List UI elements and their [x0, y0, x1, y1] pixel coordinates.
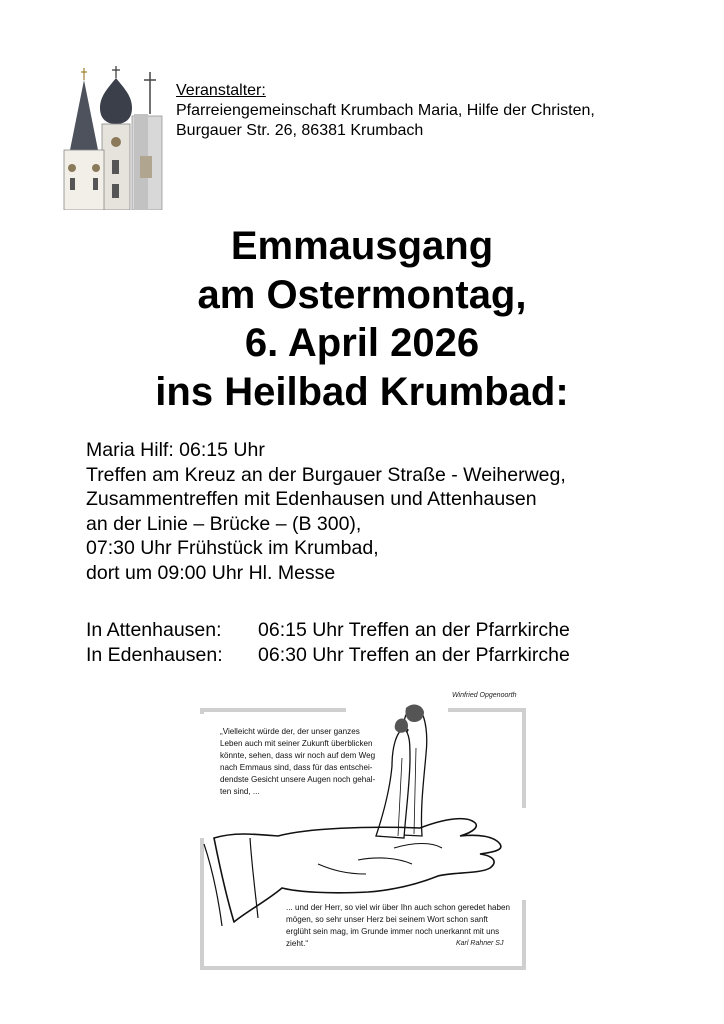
organizer-line-2: Burgauer Str. 26, 86381 Krumbach — [176, 122, 424, 139]
event-title — [0, 222, 724, 416]
place-name: In Attenhausen: — [86, 619, 222, 641]
church-towers-logo — [62, 64, 166, 210]
schedule-line: Treffen am Kreuz an der Burgauer Straße - Weiherweg, — [86, 463, 566, 486]
title-line-3: 6. April 2026 — [244, 321, 480, 365]
place-time: 06:15 Uhr Treffen an der Pfarrkirche — [258, 619, 570, 641]
meeting-point-row — [86, 643, 570, 668]
organizer-line-1: Pfarreiengemeinschaft Krumbach Maria, Hilfe der Christen, — [176, 102, 595, 119]
meeting-points — [86, 618, 570, 667]
title-line-1: Emmausgang — [230, 224, 494, 268]
schedule-line: 07:30 Uhr Frühstück im Krumbad, — [86, 537, 379, 559]
title-line-2: am Ostermontag, — [197, 272, 527, 317]
schedule-block — [86, 438, 566, 585]
artist-credit: Winfried Opgenoorth — [452, 692, 517, 699]
organizer-info — [176, 81, 595, 141]
quote-closing: ... und der Herr, so viel wir über Ihn auch schon geredet haben mögen, so sehr unser Herz bei seinem Wort schon sanft erglüht sein mag, im Grunde immer noch unerkannt mit uns zieht.“ — [286, 903, 511, 948]
schedule-line: Maria Hilf: 06:15 Uhr — [86, 439, 265, 461]
schedule-line: dort um 09:00 Uhr Hl. Messe — [86, 561, 336, 584]
place-name: In Edenhausen: — [86, 643, 223, 666]
schedule-line: Zusammentreffen mit Edenhausen und Attenhausen — [86, 488, 537, 510]
quote-opening: „Vielleicht würde der, der unser ganzes Leben auch mit seiner Zukunft überblicken könnte, sehen, dass wir noch auf dem Weg nach Emmaus sind, dass für das entschei-dendste Gesicht unsere Augen noch gehal-ten sind, ... — [220, 727, 376, 796]
quote-author: Karl Rahner SJ — [456, 940, 504, 947]
title-line-4: ins Heilbad Krumbad: — [155, 369, 569, 414]
schedule-line: an der Linie – Brücke – (B 300), — [86, 512, 362, 535]
organizer-label: Veranstalter: — [176, 82, 266, 99]
place-time: 06:30 Uhr Treffen an der Pfarrkirche — [258, 643, 570, 666]
meeting-point-row — [86, 618, 570, 643]
